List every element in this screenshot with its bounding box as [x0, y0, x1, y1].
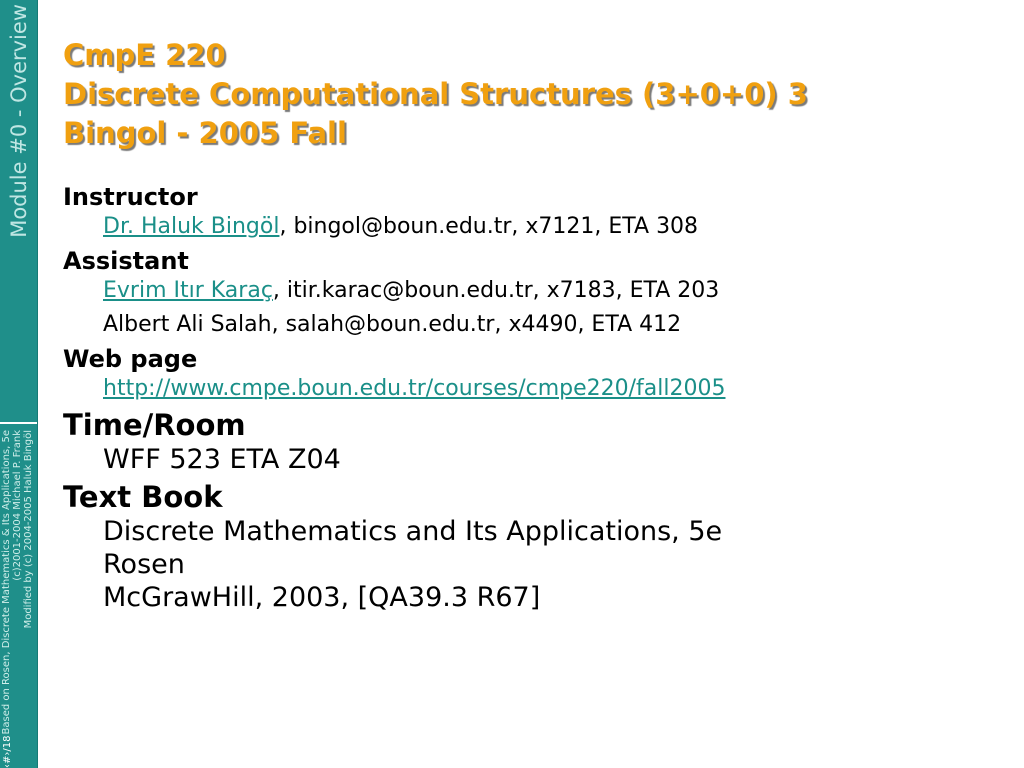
assistant-line-1: [63, 276, 963, 306]
instructor-heading: Instructor: [63, 183, 198, 211]
text-book-author: Rosen: [103, 549, 185, 580]
time-room-value: WFF 523 ETA Z04: [103, 444, 341, 475]
assistant-heading: Assistant: [63, 247, 189, 275]
module-label: Module #0 - Overview: [7, 4, 31, 238]
time-room-heading: Time/Room: [63, 408, 246, 442]
credits-line: Based on Rosen, Discrete Mathematics & Its Applications, 5e: [1, 430, 12, 735]
title-course-name: Discrete Computational Structures (3+0+0) 3: [63, 77, 808, 111]
assistant-details: , itir.karac@boun.edu.tr, x7183, ETA 203: [272, 278, 720, 303]
web-page-link[interactable]: http://www.cmpe.boun.edu.tr/courses/cmpe220/fall2005: [103, 376, 726, 401]
sidebar-divider: [0, 422, 37, 424]
instructor-link[interactable]: Dr. Haluk Bingöl: [103, 214, 280, 239]
web-page-heading: Web page: [63, 345, 198, 373]
assistant-link[interactable]: Evrim Itır Karaç: [103, 278, 273, 303]
text-book-publisher: McGrawHill, 2003, [QA39.3 R67]: [103, 582, 541, 613]
credits: [1, 430, 38, 762]
title-course-code: CmpE 220: [63, 38, 226, 72]
credits-line: (c)2001-2004 Michael P. Frank: [12, 430, 23, 581]
text-book-heading: Text Book: [63, 480, 223, 514]
web-page-line: [63, 374, 963, 404]
instructor-line: [63, 212, 963, 242]
title-term: Bingol - 2005 Fall: [63, 116, 347, 150]
sidebar: [0, 0, 38, 768]
text-book-title: Discrete Mathematics and Its Applications, 5e: [103, 516, 723, 547]
credits-line: Modified by (c) 2004-2005 Haluk Bingöl: [23, 430, 34, 629]
assistant-line-2: Albert Ali Salah, salah@boun.edu.tr, x4490, ETA 412: [103, 312, 682, 337]
slide-number: ‹#›/18: [2, 735, 13, 768]
slide-title: [63, 36, 963, 153]
slide-body: [63, 182, 963, 614]
instructor-details: , bingol@boun.edu.tr, x7121, ETA 308: [279, 214, 699, 239]
